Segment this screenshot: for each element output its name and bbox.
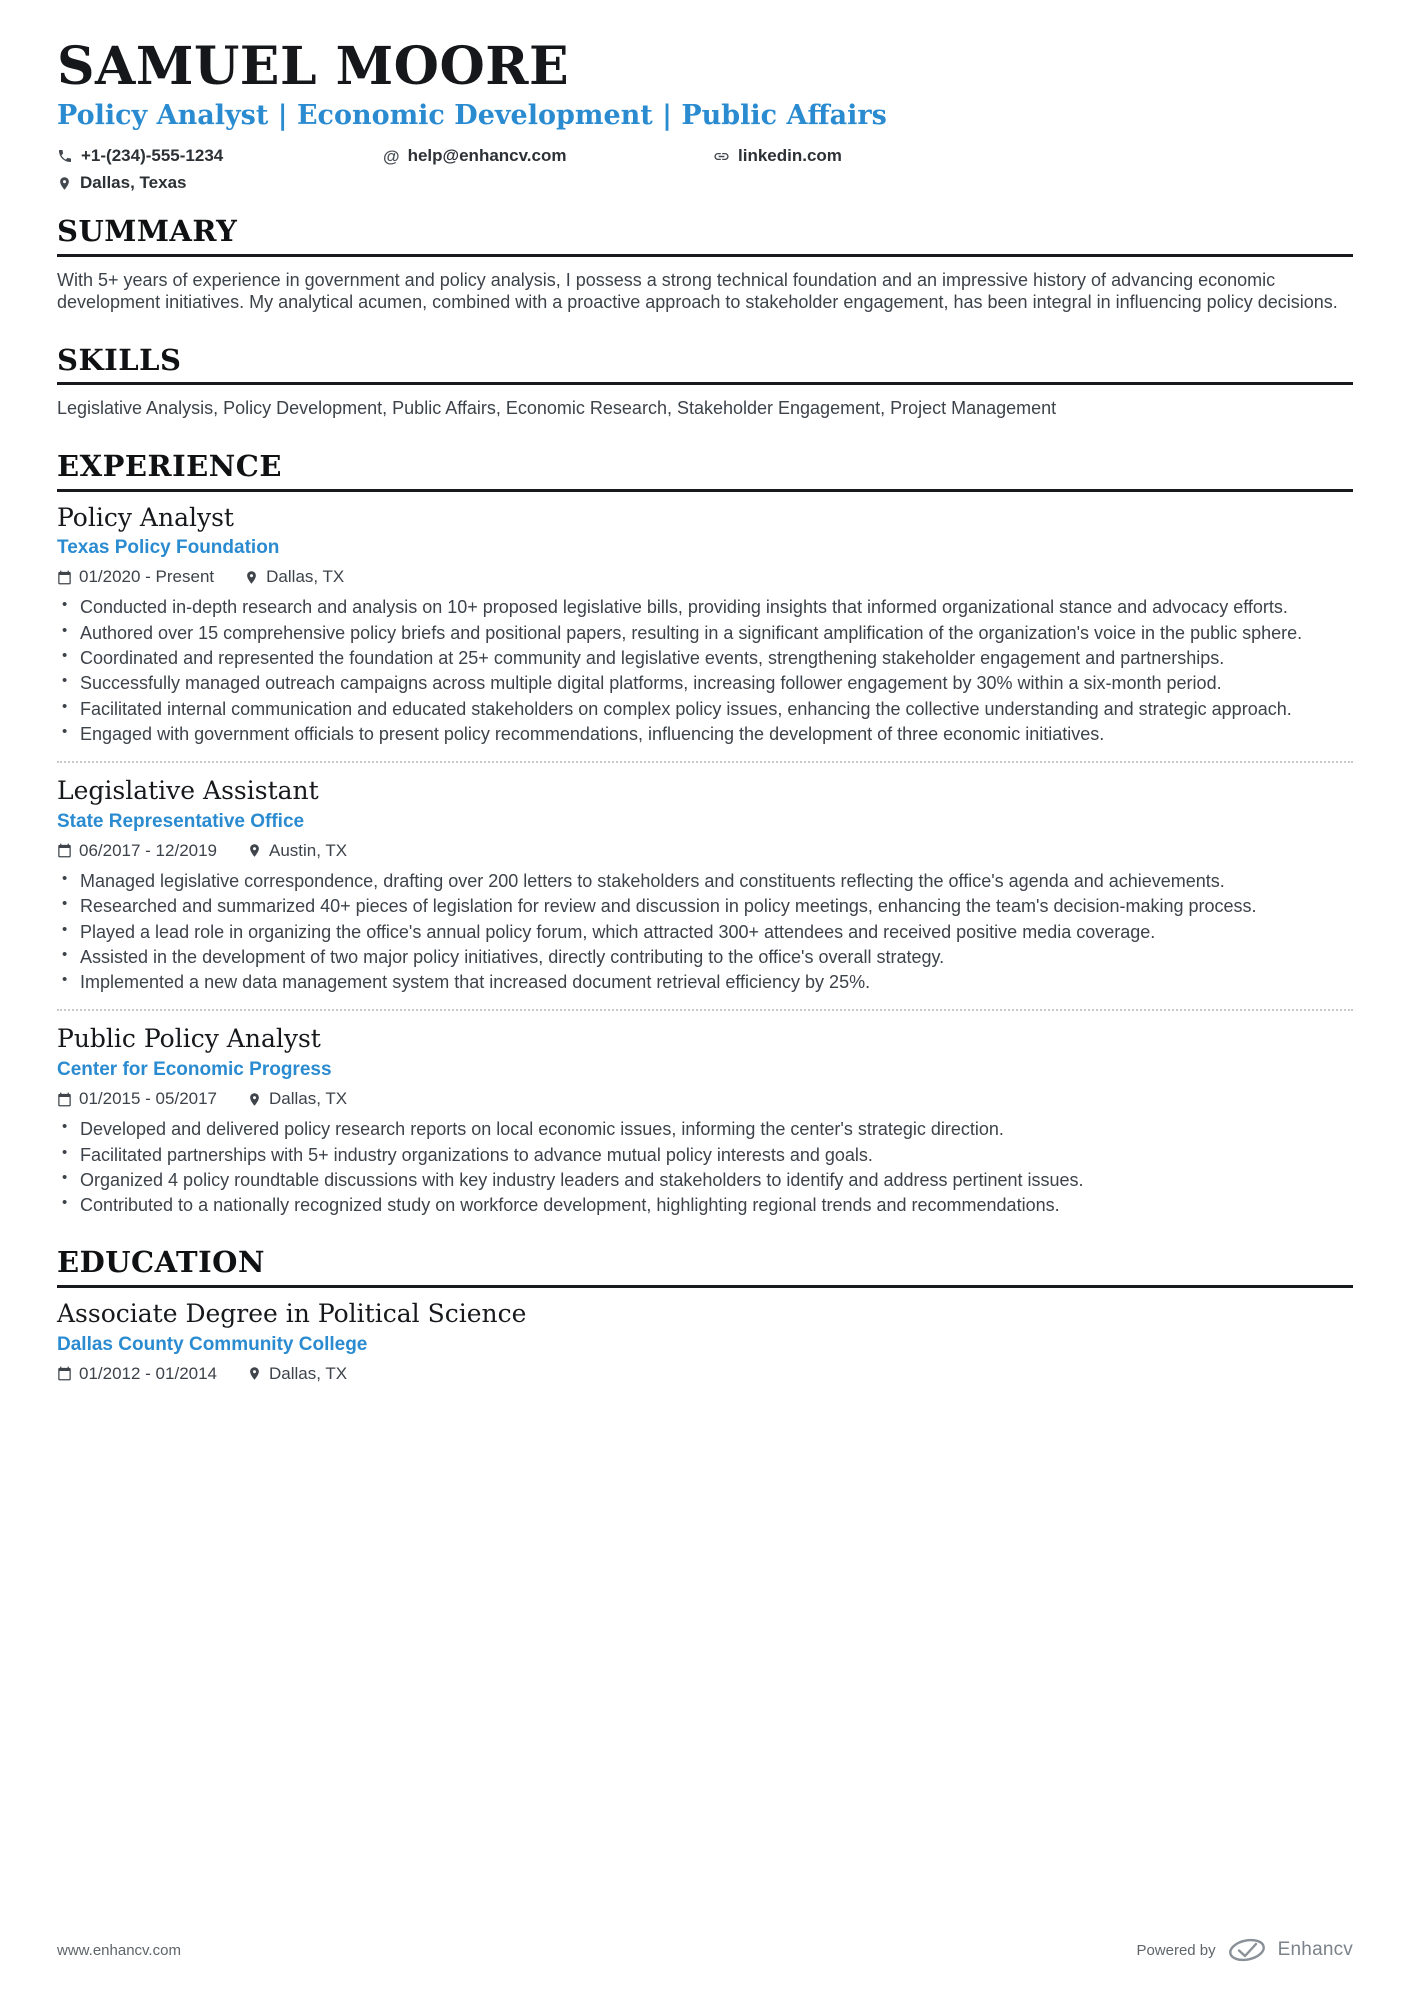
job-location-text: Dallas, TX <box>266 567 345 587</box>
education-location <box>247 1364 347 1384</box>
enhancv-logo-icon <box>1227 1937 1267 1963</box>
experience-bullet: • Successfully managed outreach campaigns across multiple digital platforms, increasing follower engagement by 30% within a six-month period. <box>57 672 1353 694</box>
contact-location <box>57 173 383 193</box>
skills-text: Legislative Analysis, Policy Development, Public Affairs, Economic Research, Stakeholder Engagement, Project Management <box>57 398 1057 419</box>
experience-bullet: • Played a lead role in organizing the office's annual policy forum, which attracted 300+ attendees and received positive media coverage. <box>57 921 1353 943</box>
experience-bullet: • Contributed to a nationally recognized study on workforce development, highlighting regional trends and recommendations. <box>57 1194 1353 1216</box>
job-divider <box>57 761 1353 763</box>
job-divider <box>57 1009 1353 1011</box>
section-summary <box>57 215 1353 314</box>
job-dates-text: 01/2015 - 05/2017 <box>79 1089 218 1109</box>
experience-bullet: • Authored over 15 comprehensive policy briefs and positional papers, resulting in a significant amplification of the organization's voice in the public sphere. <box>57 622 1353 644</box>
job-bullets <box>57 1118 1353 1216</box>
location-icon <box>247 1366 262 1381</box>
company-name: State Representative Office <box>57 810 305 832</box>
company-name: Texas Policy Foundation <box>57 537 280 559</box>
experience-bullet: • Facilitated partnerships with 5+ industry organizations to advance mutual policy interests and goals. <box>57 1144 1353 1166</box>
job-bullets <box>57 870 1353 994</box>
experience-bullet: • Researched and summarized 40+ pieces of legislation for review and discussion in policy meetings, enhancing the team's decision-making process. <box>57 895 1353 917</box>
experience-jobs <box>57 504 1353 1217</box>
email-icon: @ <box>383 146 400 166</box>
location-icon <box>247 843 262 858</box>
job-dates-text: 06/2017 - 12/2019 <box>79 840 218 860</box>
contact-info <box>57 146 1353 193</box>
job-title: Legislative Assistant <box>57 776 319 806</box>
location-text: Dallas, Texas <box>80 173 187 193</box>
experience-bullet: • Organized 4 policy roundtable discussions with key industry leaders and stakeholders to identify and address pertinent issues. <box>57 1169 1353 1191</box>
skills-heading: SKILLS <box>57 344 1353 385</box>
resume-header <box>57 36 1353 193</box>
experience-job <box>57 777 1353 1011</box>
calendar-icon <box>57 1092 72 1107</box>
experience-job <box>57 504 1353 764</box>
powered-by-label: Powered by <box>1136 1941 1216 1959</box>
brand-name: Enhancv <box>1277 1939 1353 1960</box>
experience-bullet: • Engaged with government officials to present policy recommendations, influencing the development of three economic initiatives. <box>57 723 1353 745</box>
experience-bullet: • Assisted in the development of two major policy initiatives, directly contributing to the office's overall strategy. <box>57 946 1353 968</box>
page-footer <box>57 1937 1353 1963</box>
job-headline: Policy Analyst | Economic Development | Public Affairs <box>57 100 887 132</box>
job-title: Public Policy Analyst <box>57 1024 321 1054</box>
experience-bullet: • Managed legislative correspondence, drafting over 200 letters to stakeholders and constituents reflecting the office's agenda and achievements. <box>57 870 1353 892</box>
email-text[interactable]: help@enhancv.com <box>407 146 567 166</box>
education-location-text: Dallas, TX <box>269 1363 348 1383</box>
education-heading: EDUCATION <box>57 1246 1353 1287</box>
powered-by <box>1136 1937 1353 1963</box>
link-icon <box>713 148 730 165</box>
job-location-text: Dallas, TX <box>269 1089 348 1109</box>
experience-job <box>57 1025 1353 1216</box>
section-skills <box>57 344 1353 420</box>
location-icon <box>247 1092 262 1107</box>
phone-icon <box>57 148 73 164</box>
person-name: SAMUEL MOORE <box>57 36 570 97</box>
job-location-text: Austin, TX <box>269 840 348 860</box>
summary-text: With 5+ years of experience in government and policy analysis, I possess a strong technical foundation and an impressive history of advancing economic development initiatives. My analytical acumen, combined with a proactive approach to stakeholder engagement, has been integral in influencing policy decisions. <box>57 269 1338 313</box>
phone-text: +1-(234)-555-1234 <box>81 146 224 166</box>
calendar-icon <box>57 843 72 858</box>
education-dates-text: 01/2012 - 01/2014 <box>79 1363 218 1383</box>
section-education <box>57 1246 1353 1383</box>
experience-bullet: • Coordinated and represented the foundation at 25+ community and legislative events, strengthening stakeholder engagement and partnerships. <box>57 647 1353 669</box>
education-dates <box>57 1364 217 1384</box>
job-dates <box>57 841 217 861</box>
location-icon <box>57 176 72 191</box>
contact-phone <box>57 146 383 166</box>
job-location <box>247 1089 347 1109</box>
job-dates <box>57 567 214 587</box>
school-name: Dallas County Community College <box>57 1333 368 1355</box>
job-bullets <box>57 596 1353 745</box>
company-name: Center for Economic Progress <box>57 1059 332 1081</box>
location-icon <box>244 570 259 585</box>
section-experience <box>57 450 1353 1216</box>
calendar-icon <box>57 570 72 585</box>
contact-email[interactable] <box>383 146 713 166</box>
experience-bullet: • Facilitated internal communication and educated stakeholders on complex policy issues, enhancing the collective understanding and strategic approach. <box>57 698 1353 720</box>
website-link[interactable]: www.enhancv.com <box>57 1941 181 1959</box>
experience-heading: EXPERIENCE <box>57 450 1353 491</box>
calendar-icon <box>57 1366 72 1381</box>
job-dates <box>57 1089 217 1109</box>
linkedin-text[interactable]: linkedin.com <box>738 146 842 166</box>
job-location <box>244 567 344 587</box>
experience-bullet: • Implemented a new data management system that increased document retrieval efficiency by 25%. <box>57 971 1353 993</box>
degree-title: Associate Degree in Political Science <box>57 1298 527 1328</box>
experience-bullet: • Conducted in-depth research and analysis on 10+ proposed legislative bills, providing insights that informed organizational stance and advocacy efforts. <box>57 596 1353 618</box>
job-title: Policy Analyst <box>57 502 234 532</box>
job-location <box>247 841 347 861</box>
experience-bullet: • Developed and delivered policy research reports on local economic issues, informing the center's strategic direction. <box>57 1118 1353 1140</box>
contact-linkedin[interactable] <box>713 146 1353 166</box>
summary-heading: SUMMARY <box>57 215 1353 256</box>
job-dates-text: 01/2020 - Present <box>79 567 215 587</box>
